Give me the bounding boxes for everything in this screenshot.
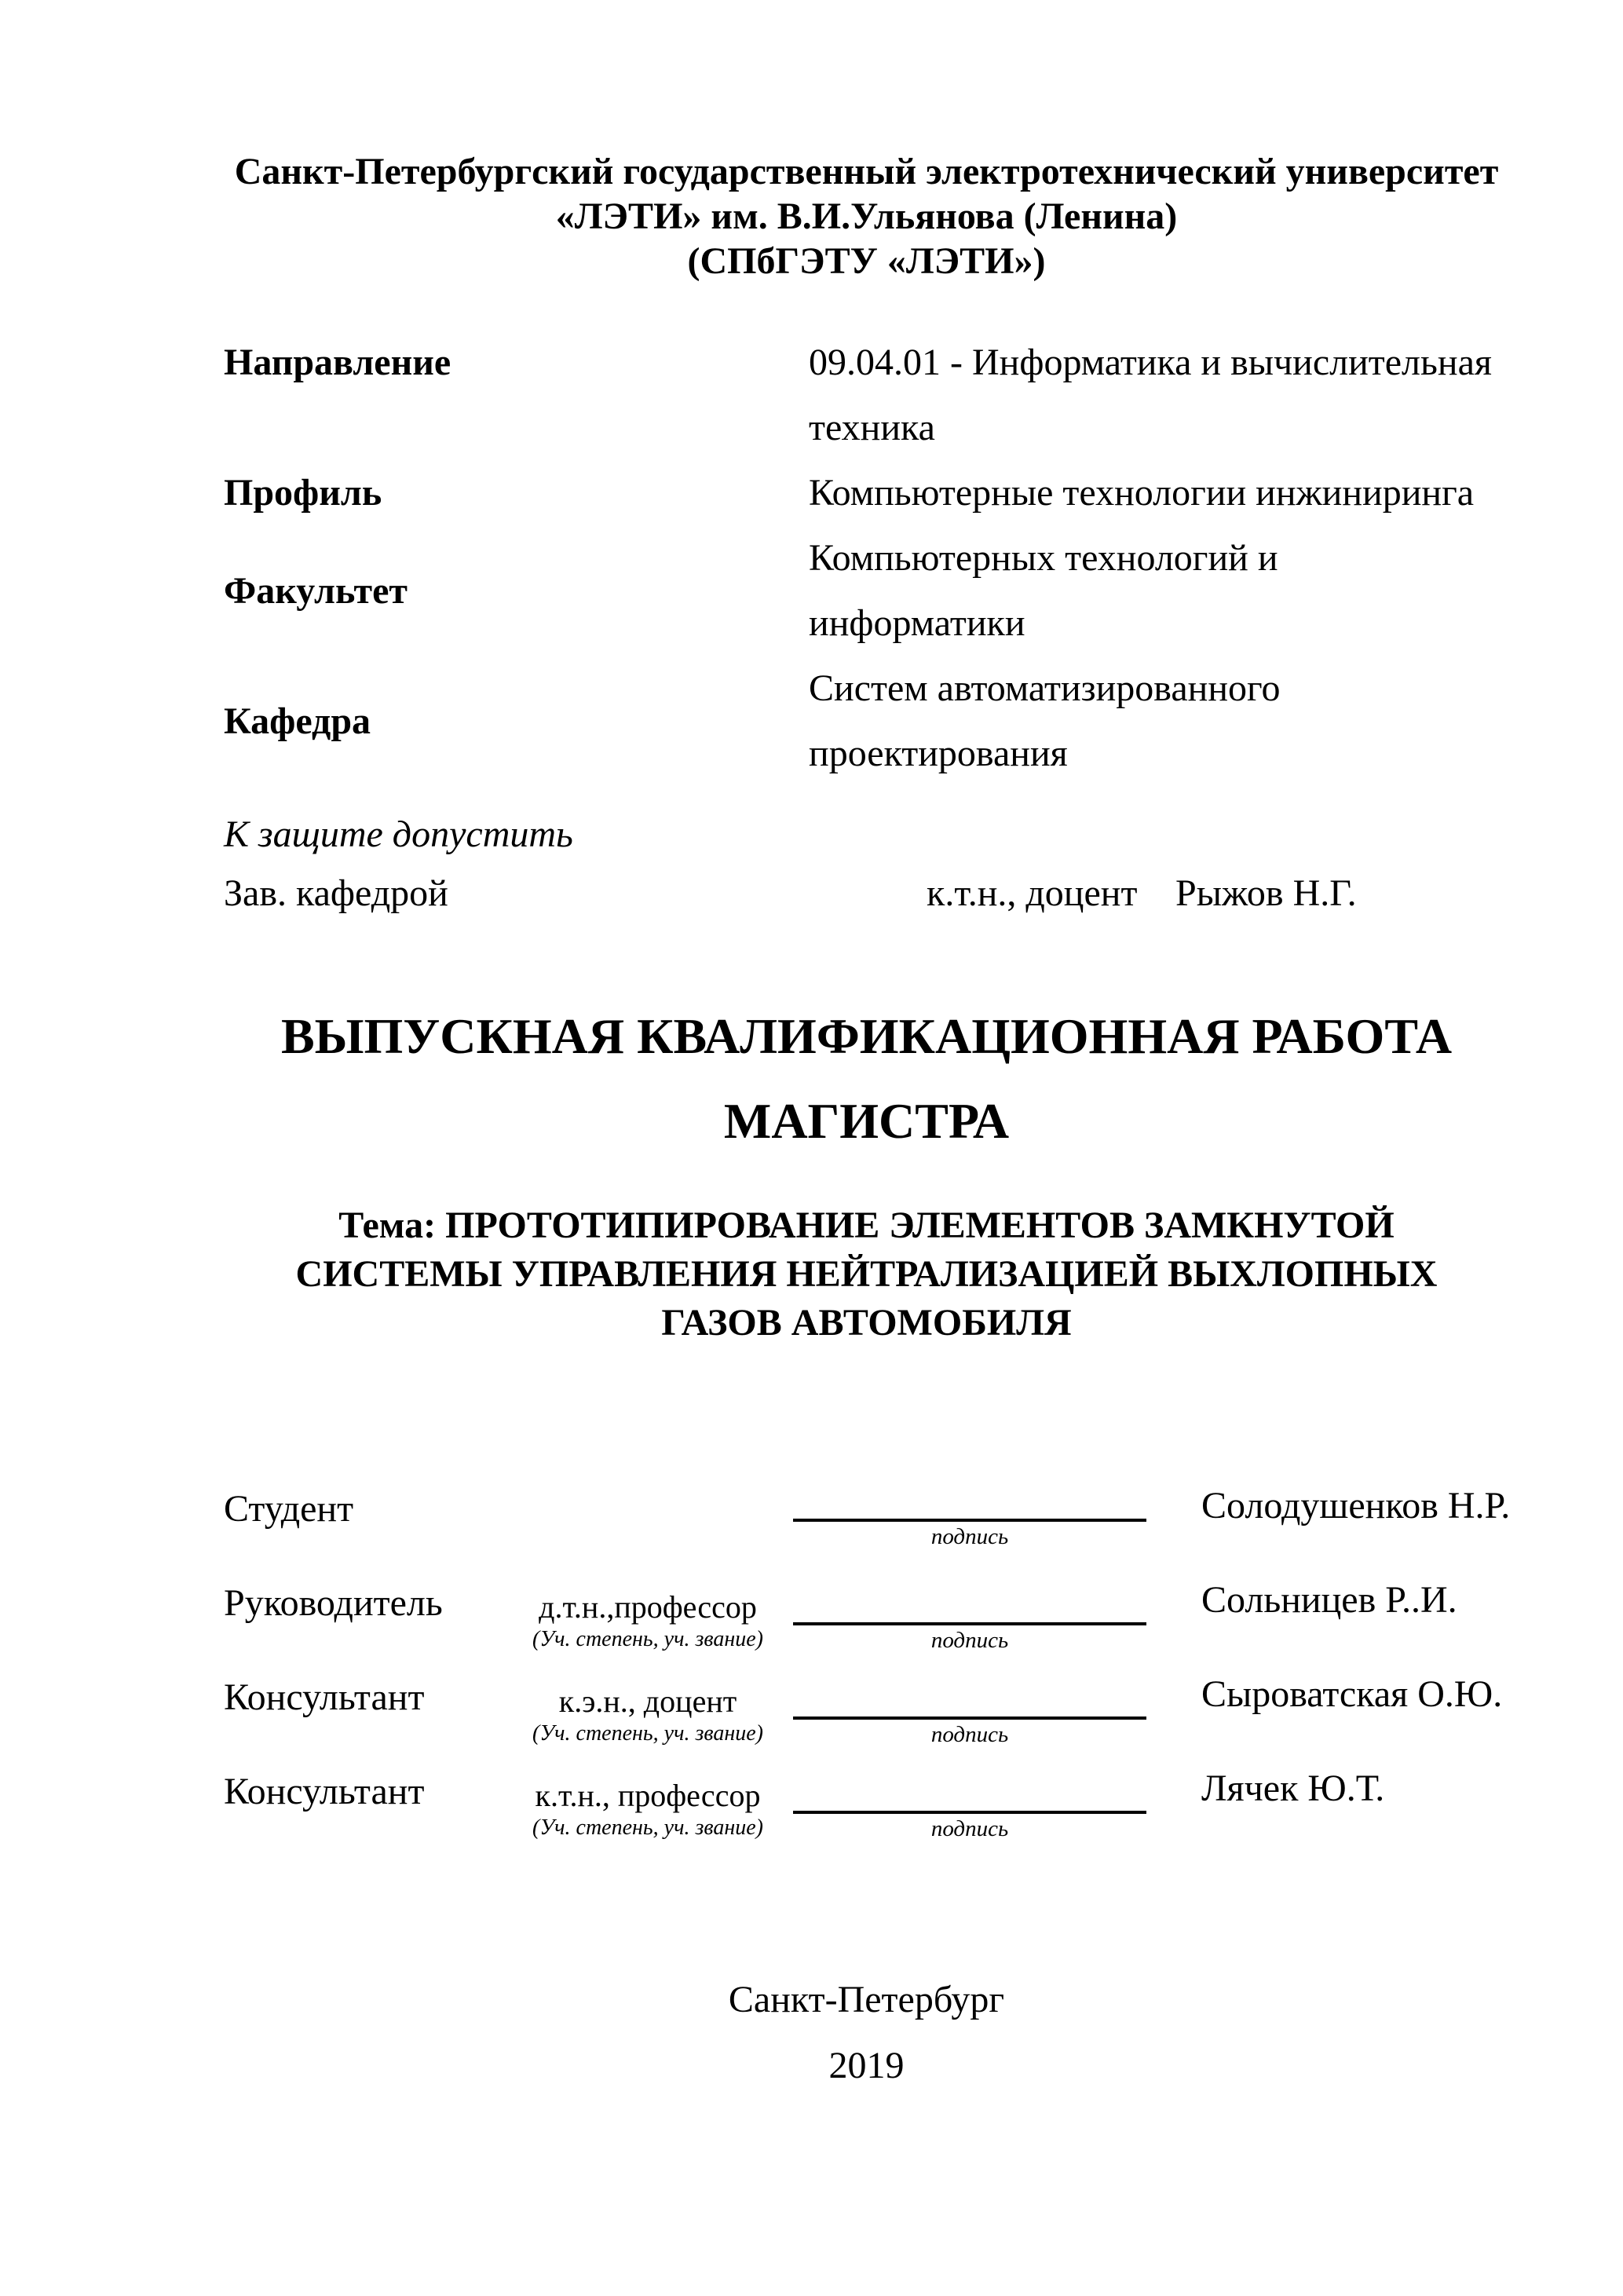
department-head-row (224, 872, 1509, 919)
signature-line (793, 1767, 1146, 1814)
profile-label: Профиль (224, 472, 382, 514)
signature-line (793, 1475, 1146, 1522)
profile-value: Компьютерные технологии инжиниринга (809, 472, 1475, 514)
signature-line-block (793, 1757, 1146, 1852)
signature-row-student (224, 1475, 1509, 1569)
signature-row-consultant-1 (224, 1663, 1509, 1757)
department-head-label: Зав. кафедрой (224, 872, 448, 914)
signature-line (793, 1673, 1146, 1720)
admission-section (224, 813, 1509, 919)
department-head-name: Рыжов Н.Г. (1175, 872, 1357, 914)
degree-label: к.э.н., доцент (558, 1684, 737, 1719)
role-label: Студент (224, 1488, 354, 1530)
admission-note: К защите допустить (224, 813, 573, 855)
degree-caption: (Уч. степень, уч. звание) (532, 1627, 763, 1651)
signatures-section (224, 1475, 1509, 1852)
signatory-name: Лячек Ю.Т. (1201, 1768, 1385, 1809)
signature-line (793, 1578, 1146, 1625)
department-value: Систем автоматизированного проектирования (809, 667, 1281, 774)
thesis-theme-line3: ГАЗОВ АВТОМОБИЛЯ (661, 1302, 1072, 1344)
direction-label: Направление (224, 342, 451, 383)
thesis-theme (224, 1201, 1509, 1347)
profile-row (224, 460, 1509, 525)
direction-value: 09.04.01 - Информатика и вычислительная техника (809, 342, 1492, 448)
degree-label: д.т.н.,профессор (539, 1589, 757, 1625)
role-label: Консультант (224, 1771, 425, 1812)
degree-caption: (Уч. степень, уч. звание) (532, 1721, 763, 1746)
signature-caption: подпись (930, 1722, 1009, 1747)
role-label: Руководитель (224, 1582, 443, 1624)
degree-block (503, 1475, 793, 1569)
university-name-line: «ЛЭТИ» им. В.И.Ульянова (Ленина) (555, 196, 1178, 237)
signature-caption: подпись (930, 1524, 1009, 1549)
work-title (224, 994, 1509, 1164)
signature-line-block (793, 1569, 1146, 1663)
signature-caption: подпись (930, 1628, 1009, 1653)
university-header (224, 149, 1509, 283)
role-label: Консультант (224, 1676, 425, 1718)
signatory-name: Солодушенков Н.Р. (1201, 1485, 1511, 1526)
year: 2019 (828, 2045, 905, 2086)
department-head-degree: к.т.н., доцент (927, 872, 1138, 914)
signatory-name: Сольницев Р..И. (1201, 1579, 1457, 1621)
signatory-name: Сыроватская О.Ю. (1201, 1673, 1503, 1715)
thesis-theme-line2: СИСТЕМЫ УПРАВЛЕНИЯ НЕЙТРАЛИЗАЦИЕЙ ВЫХЛОПНЫХ (295, 1253, 1438, 1295)
faculty-value: Компьютерных технологий и информатики (809, 537, 1278, 644)
degree-caption: (Уч. степень, уч. звание) (532, 1815, 763, 1840)
university-name-line: Санкт-Петербургский государственный электротехнический университет (234, 151, 1499, 192)
degree-label: к.т.н., профессор (535, 1778, 761, 1813)
direction-row (224, 330, 1509, 460)
signature-caption: подпись (930, 1816, 1009, 1841)
university-abbreviation-line: (СПбГЭТУ «ЛЭТИ») (687, 240, 1046, 282)
work-title-line2: МАГИСТРА (723, 1093, 1010, 1149)
degree-block (503, 1663, 793, 1757)
department-row (224, 656, 1509, 786)
program-info-section (224, 330, 1509, 786)
thesis-theme-line1: Тема: ПРОТОТИПИРОВАНИЕ ЭЛЕМЕНТОВ ЗАМКНУТОЙ (338, 1205, 1395, 1246)
signature-line-block (793, 1663, 1146, 1757)
department-label: Кафедра (224, 700, 371, 742)
faculty-row (224, 525, 1509, 656)
city: Санкт-Петербург (728, 1979, 1005, 2020)
signature-row-supervisor (224, 1569, 1509, 1663)
signature-row-consultant-2 (224, 1757, 1509, 1852)
degree-block (503, 1569, 793, 1663)
footer (224, 1967, 1509, 2099)
work-title-line1: ВЫПУСКНАЯ КВАЛИФИКАЦИОННАЯ РАБОТА (280, 1008, 1453, 1064)
faculty-label: Факультет (224, 569, 408, 612)
signature-line-block (793, 1475, 1146, 1569)
degree-block (503, 1757, 793, 1852)
